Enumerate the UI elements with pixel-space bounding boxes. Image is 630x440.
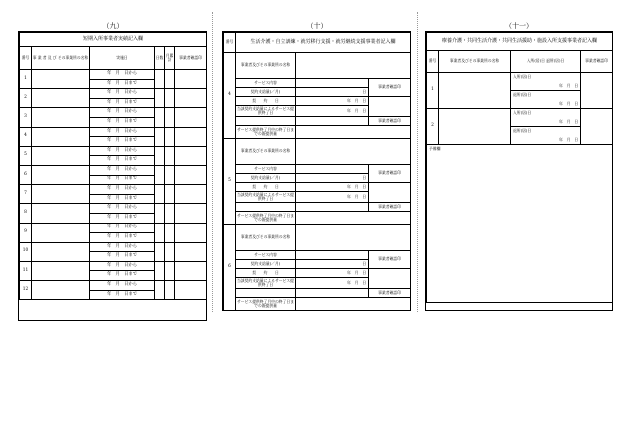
provider-name-cell[interactable] [32,146,90,165]
col-header-confirm: 事業者確認印 [175,47,207,70]
to-date-cell[interactable]: 年 月 日まで [90,137,155,147]
table-row [20,70,207,80]
row-number: 12 [20,281,32,300]
col-header-name: 事 業 者 及 び その事業所の名称 [32,47,90,70]
provider-name-cell[interactable] [32,223,90,242]
from-date-cell[interactable]: 年 月 日から [90,127,155,137]
panel-9-title: （九） [102,22,124,30]
table-row [20,204,207,214]
panel-11-heading: 療養介護・共同生活介護・共同生活援助・施設入所支援事業者記入欄 [427,33,613,51]
provider-label: 事業者及びその事業所の名称 [236,225,296,251]
confirm-label: 事業者確認印 [369,289,411,298]
total-cell[interactable] [165,127,175,146]
provided-amount-label: サービス提供終了月中の終了日までの既提供量 [236,298,296,311]
from-date-cell[interactable]: 年 月 日から [90,223,155,233]
confirm-label-2 [236,289,296,298]
days-cell[interactable] [155,165,165,184]
total-cell[interactable] [165,242,175,261]
days-cell[interactable] [155,242,165,261]
col-header-dates: 入所(居)日 退所(居)日 [511,51,581,73]
end-date-label: 当該契約支給量によるサービス提供終了日 [237,105,294,115]
service-cell[interactable] [296,251,369,260]
row-number: 3 [20,108,32,127]
out-date-label: 退所(居)日 [511,127,581,136]
days-cell[interactable] [155,261,165,280]
end-date-label: 当該契約支給量によるサービス提供終了日 [237,277,294,287]
panel-10-table [223,32,411,311]
out-date-cell[interactable]: 年 月 日 [511,136,581,145]
table-row [20,146,207,156]
contract-amount-cell[interactable]: 日 [296,88,369,97]
provider-name-cell[interactable] [32,89,90,108]
confirm-label: 事業者確認印 [369,117,411,126]
confirm-label: 事業者確認印 [369,165,411,183]
block-number: 5 [224,139,236,225]
contract-date-label: 契 約 日 [236,97,296,106]
days-cell[interactable] [155,89,165,108]
total-cell[interactable] [165,89,175,108]
confirm-seal-cell[interactable] [369,183,411,203]
to-date-cell[interactable]: 年 月 日まで [90,271,155,281]
col-header-days: 日数 [155,47,165,70]
to-date-cell[interactable]: 年 月 日まで [90,156,155,166]
to-date-cell[interactable]: 年 月 日まで [90,194,155,204]
row-number: 9 [20,223,32,242]
contract-date-cell[interactable]: 年 月 日 [296,97,369,106]
provided-amount-cell[interactable] [296,298,411,311]
provider-name-cell[interactable] [32,281,90,300]
from-date-cell[interactable]: 年 月 日から [90,281,155,291]
from-date-cell[interactable]: 年 月 日から [90,89,155,99]
provider-label: 事業者及びその事業所の名称 [236,53,296,79]
days-cell[interactable] [155,204,165,223]
confirm-seal-cell[interactable] [175,89,207,108]
days-cell[interactable] [155,185,165,204]
to-date-cell[interactable]: 年 月 日まで [90,290,155,300]
provider-name-cell[interactable] [32,165,90,184]
contract-amount-label: 契約支給量(／月) [236,260,296,269]
from-date-cell[interactable]: 年 月 日から [90,165,155,175]
col-header-no: 番号 [427,51,439,73]
from-date-cell[interactable]: 年 月 日から [90,70,155,80]
row-number: 10 [20,242,32,261]
provider-name-cell[interactable] [296,139,411,165]
contract-date-cell[interactable]: 年 月 日 [296,183,369,192]
table-row [20,261,207,271]
col-header-total: 月累計 [165,47,175,70]
from-date-cell[interactable]: 年 月 日から [90,185,155,195]
confirm-seal-cell[interactable] [175,70,207,89]
contract-date-label: 契 約 日 [236,183,296,192]
panel-separator [212,12,213,312]
service-label: サービス内容 [236,165,296,174]
provider-name-cell[interactable] [439,73,511,109]
to-date-cell[interactable]: 年 月 日まで [90,252,155,262]
to-date-cell[interactable]: 年 月 日まで [90,233,155,243]
table-row [20,281,207,291]
col-header-confirm: 事業者確認印 [581,51,613,73]
contract-amount-cell[interactable]: 日 [296,260,369,269]
confirm-label: 事業者確認印 [369,79,411,97]
total-cell[interactable] [165,165,175,184]
to-date-cell[interactable]: 年 月 日まで [90,175,155,185]
from-date-cell[interactable]: 年 月 日から [90,204,155,214]
confirm-seal-cell[interactable] [369,269,411,289]
provided-amount-label: サービス提供終了月中の終了日までの既提供量 [236,212,296,225]
confirm-seal-cell[interactable] [175,165,207,184]
service-cell[interactable] [296,79,369,88]
total-cell[interactable] [165,281,175,300]
days-cell[interactable] [155,146,165,165]
confirm-seal-cell[interactable] [175,223,207,242]
provider-label: 事業者及びその事業所の名称 [236,139,296,165]
in-date-label: 入所(居)日 [511,73,581,82]
contract-amount-label: 契約支給量(／月) [236,174,296,183]
table-row [20,185,207,195]
days-cell[interactable] [155,127,165,146]
days-cell[interactable] [155,281,165,300]
from-date-cell[interactable]: 年 月 日から [90,108,155,118]
confirm-seal-cell[interactable] [175,108,207,127]
total-cell[interactable] [165,185,175,204]
end-date-label: 当該契約支給量によるサービス提供終了日 [237,191,294,201]
panel-separator [417,12,418,312]
provider-name-cell[interactable] [32,204,90,223]
row-number: 1 [427,73,439,109]
confirm-seal-cell[interactable] [581,73,613,109]
provider-name-cell[interactable] [296,53,411,79]
to-date-cell[interactable]: 年 月 日まで [90,213,155,223]
row-number: 8 [20,204,32,223]
table-row [20,108,207,118]
total-cell[interactable] [165,261,175,280]
row-number: 11 [20,261,32,280]
provider-name-cell[interactable] [32,127,90,146]
service-label: サービス内容 [236,79,296,88]
confirm-seal-cell[interactable] [175,127,207,146]
col-header-date: 実施日 [90,47,155,70]
panel-11-title: （十一） [505,22,533,30]
confirm-seal-cell[interactable] [175,261,207,280]
remarks-area[interactable] [427,145,613,303]
service-cell[interactable] [296,165,369,174]
confirm-seal-cell[interactable] [175,242,207,261]
confirm-seal-cell[interactable] [175,281,207,300]
days-cell[interactable] [155,108,165,127]
table-row [20,89,207,99]
provided-amount-cell[interactable] [296,126,411,139]
end-date-cell[interactable]: 年 月 日 [296,192,369,203]
to-date-cell[interactable]: 年 月 日まで [90,117,155,127]
confirm-label: 事業者確認印 [369,251,411,269]
row-number: 1 [20,70,32,89]
total-cell[interactable] [165,108,175,127]
provider-name-cell[interactable] [32,261,90,280]
remarks-label: 予備欄 [429,146,441,151]
provider-name-cell[interactable] [32,70,90,89]
confirm-seal-cell[interactable] [175,204,207,223]
row-number: 4 [20,127,32,146]
provided-amount-cell[interactable] [296,212,411,225]
confirm-label-2 [236,117,296,126]
contract-date-cell[interactable]: 年 月 日 [296,269,369,278]
panel-9-heading: 短期入所事業者実績記入欄 [20,33,207,47]
total-cell[interactable] [165,223,175,242]
table-row [20,242,207,252]
confirm-seal-cell[interactable] [175,185,207,204]
confirm-seal-cell[interactable] [581,109,613,145]
row-number: 5 [20,146,32,165]
panel-10-heading: 生活介護・自立訓練・就労移行支援・就労継続支援事業者記入欄 [236,33,411,53]
block-number: 4 [224,53,236,139]
row-number: 7 [20,185,32,204]
col-header-name: 事業者及びその事業所の名称 [439,51,511,73]
days-cell[interactable] [155,70,165,89]
table-row [20,165,207,175]
col-header-no: 番号 [20,47,32,70]
contract-amount-label: 契約支給量(／月) [236,88,296,97]
days-cell[interactable] [155,223,165,242]
col-header-no: 番号 [224,33,236,53]
in-date-cell[interactable]: 年 月 日 [511,118,581,127]
provider-name-cell[interactable] [32,185,90,204]
end-date-cell[interactable]: 年 月 日 [296,106,369,117]
panel-9-table [19,32,207,300]
provider-name-cell[interactable] [32,242,90,261]
total-cell[interactable] [165,70,175,89]
end-date-cell[interactable]: 年 月 日 [296,278,369,289]
to-date-cell[interactable]: 年 月 日まで [90,98,155,108]
from-date-cell[interactable]: 年 月 日から [90,261,155,271]
confirm-label-2 [236,203,296,212]
provider-name-cell[interactable] [296,225,411,251]
provider-name-cell[interactable] [32,108,90,127]
panel-10-title: （十） [306,22,328,30]
in-date-label: 入所(居)日 [511,109,581,118]
from-date-cell[interactable]: 年 月 日から [90,146,155,156]
contract-amount-cell[interactable]: 日 [296,174,369,183]
to-date-cell[interactable]: 年 月 日まで [90,79,155,89]
total-cell[interactable] [165,146,175,165]
contract-date-label: 契 約 日 [236,269,296,278]
confirm-label: 事業者確認印 [369,203,411,212]
row-number: 2 [20,89,32,108]
from-date-cell[interactable]: 年 月 日から [90,242,155,252]
out-date-label: 退所(居)日 [511,91,581,100]
provided-amount-label: サービス提供終了月中の終了日までの既提供量 [236,126,296,139]
confirm-seal-cell[interactable] [369,97,411,117]
block-number: 6 [224,225,236,311]
row-number: 2 [427,109,439,145]
confirm-seal-cell[interactable] [175,146,207,165]
total-cell[interactable] [165,204,175,223]
provider-name-cell[interactable] [439,109,511,145]
in-date-cell[interactable]: 年 月 日 [511,82,581,91]
table-row [20,223,207,233]
service-label: サービス内容 [236,251,296,260]
out-date-cell[interactable]: 年 月 日 [511,100,581,109]
table-row [20,127,207,137]
row-number: 6 [20,165,32,184]
panel-11-table [426,32,613,303]
